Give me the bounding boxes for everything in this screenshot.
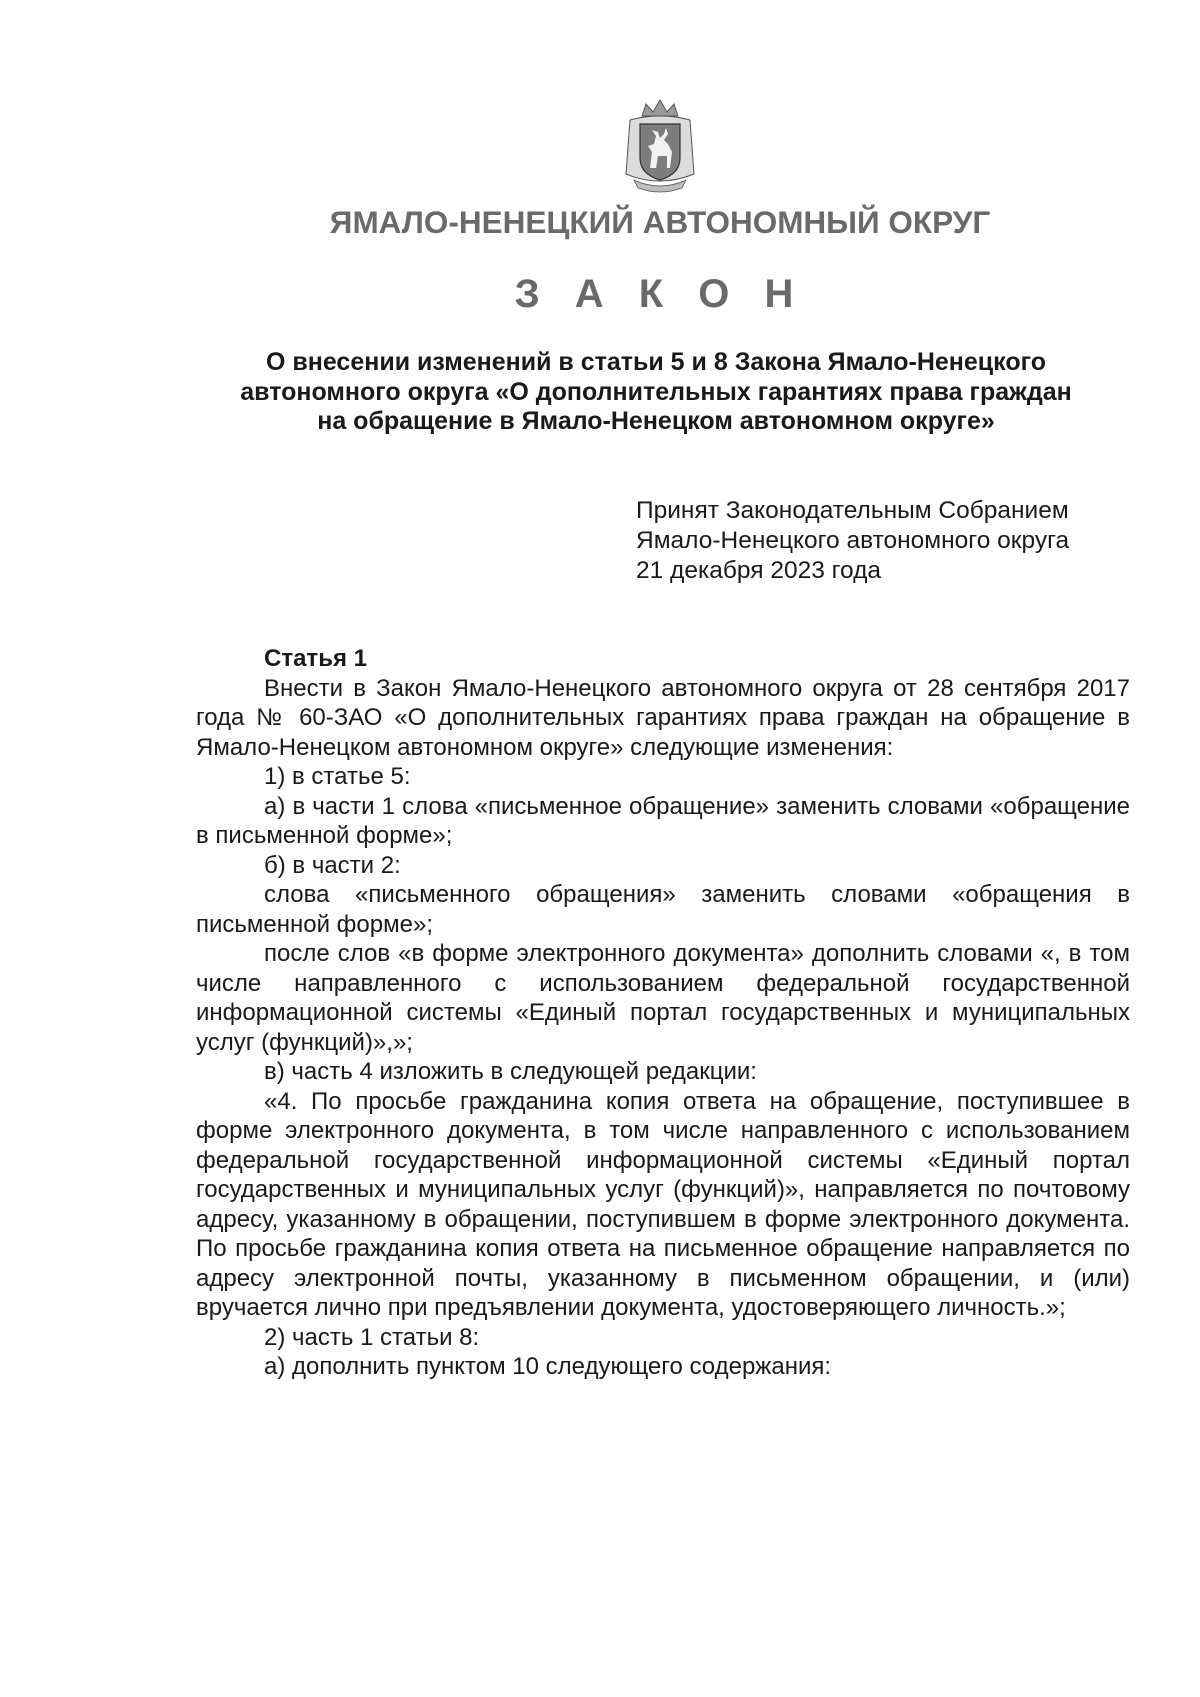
adoption-line: Принят Законодательным Собранием bbox=[636, 497, 1069, 524]
paragraph: а) дополнить пунктом 10 следующего содержания: bbox=[264, 1353, 832, 1380]
adoption-line: Ямало-Ненецкого автономного округа bbox=[636, 527, 1070, 554]
region-name: ЯМАЛО-НЕНЕЦКИЙ АВТОНОМНЫЙ ОКРУГ bbox=[329, 204, 991, 240]
article-body bbox=[196, 644, 1130, 1382]
paragraph: б) в части 2: bbox=[264, 851, 401, 879]
paragraph: 2) часть 1 статьи 8: bbox=[264, 1323, 480, 1351]
document-type: З А К О Н bbox=[514, 272, 806, 316]
adoption-block bbox=[636, 496, 1156, 586]
adoption-date: 21 декабря 2023 года bbox=[636, 557, 882, 584]
paragraph: Внести в Закон Ямало-Ненецкого автономного округа от 28 сентября 2017 года № 60-ЗАО «О дополнительных гарантиях права граждан на обращение в Ямало-Ненецком автономном округе» следующие изменения: bbox=[196, 674, 1130, 761]
paragraph: после слов «в форме электронного документа» дополнить словами «, в том числе направленного с использованием федеральной государственной информационной системы «Единый портал государственных и муниципальных услуг (функций)»,»; bbox=[196, 940, 1130, 1056]
paragraph: 1) в статье 5: bbox=[264, 763, 411, 790]
law-title-line: на обращение в Ямало-Ненецком автономном округе» bbox=[317, 407, 995, 435]
paragraph: «4. По просьбе гражданина копия ответа на обращение, поступившее в форме электронного документа, в том числе направленного с использованием федеральной государственной информационной системы «Единый портал государственных и муниципальных услуг (функций)», направляется по почтовому адресу, указанному в обращении, поступившем в форме электронного документа. По просьбе гражданина копия ответа на письменное обращение направляется по адресу электронной почты, указанному в письменном обращении, и (или) вручается лично при предъявлении документа, удостоверяющего личность.»; bbox=[196, 1087, 1130, 1321]
law-title-line: автономного округа «О дополнительных гарантиях права граждан bbox=[240, 377, 1072, 406]
paragraph: в) часть 4 изложить в следующей редакции: bbox=[264, 1058, 757, 1085]
law-title-line: О внесении изменений в статьи 5 и 8 Закона Ямало-Ненецкого bbox=[266, 348, 1046, 376]
coat-of-arms-icon bbox=[620, 96, 700, 194]
paragraph: слова «письменного обращения» заменить словами «обращения в письменной форме»; bbox=[196, 881, 1130, 938]
paragraph: а) в части 1 слова «письменное обращение» заменить словами «обращение в письменной форме»; bbox=[196, 792, 1130, 849]
law-title bbox=[196, 348, 1116, 437]
article-heading: Статья 1 bbox=[264, 645, 367, 672]
